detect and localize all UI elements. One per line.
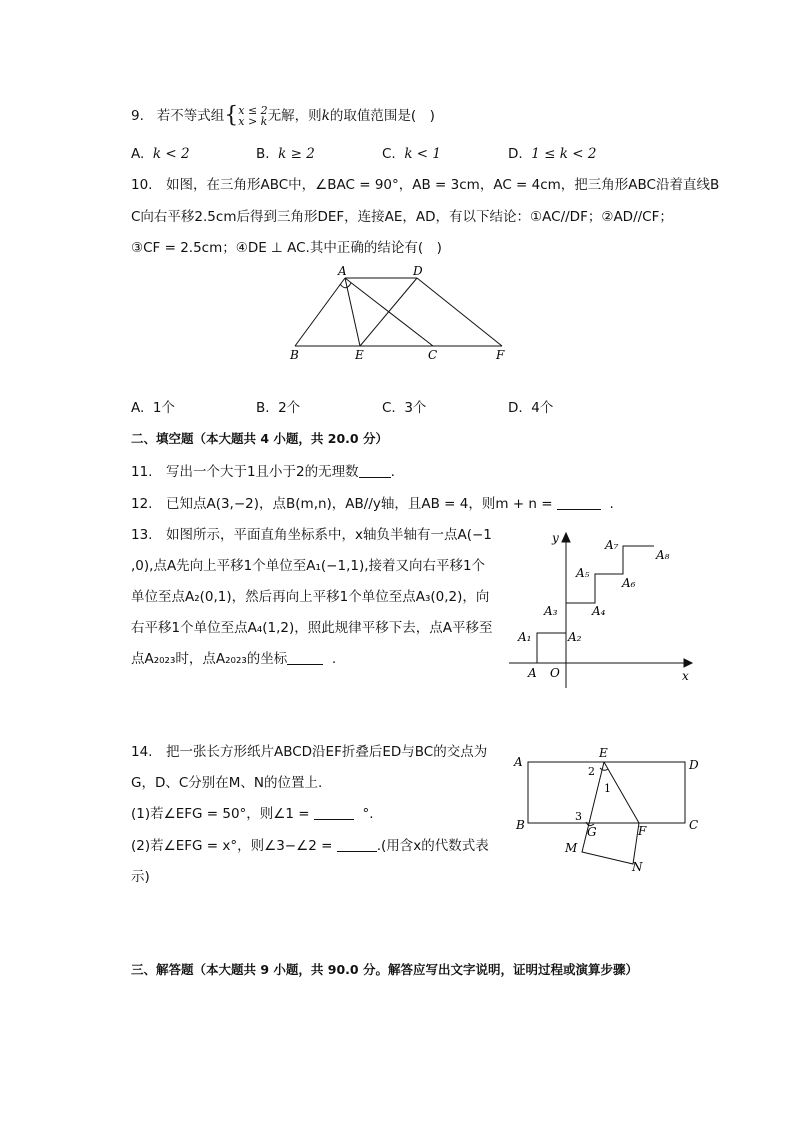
label-angle-1: 1 <box>604 782 611 795</box>
label-e: E <box>599 746 608 760</box>
label-y: y <box>552 531 559 545</box>
q10-option-b: B. 2个 <box>256 400 301 416</box>
label-a3: A₃ <box>544 604 558 618</box>
q13-line-2: ,0),点A先向上平移1个单位至A₁(−1,1),接着又向右平移1个 <box>131 558 486 574</box>
label-e: E <box>355 348 364 362</box>
q12-stem: 12. 已知点A(3,−2)，点B(m,n)，AB//y轴，且AB = 4，则m + n = . <box>131 496 614 512</box>
q9-option-a: A. k < 2 <box>131 146 190 162</box>
q14-part1-blank[interactable] <box>314 805 354 820</box>
segment-df <box>417 278 502 346</box>
q9-text-after: 无解，则 <box>267 108 322 124</box>
q14-line-4: (2)若∠EFG = x°，则∠3−∠2 = .(用含x的代数式表 <box>131 838 489 854</box>
angle-arc-2 <box>600 768 608 770</box>
q10-line-3: ③CF = 2.5cm；④DE ⊥ AC.其中正确的结论有( ) <box>131 240 442 256</box>
label-d: D <box>413 264 423 278</box>
q14-line-3: (1)若∠EFG = 50°，则∠1 = °. <box>131 806 374 822</box>
q9-text-before: 若不等式组 <box>156 108 225 124</box>
section-3-heading: 三、解答题（本大题共 9 小题，共 90.0 分。解答应写出文字说明，证明过程或演算步骤） <box>131 962 638 977</box>
inequality-1: x ≤ 2 <box>238 104 268 117</box>
label-a4: A₄ <box>592 604 606 618</box>
label-f: F <box>638 824 647 838</box>
q9-var: k <box>321 108 330 124</box>
q14-part2-blank[interactable] <box>337 837 377 852</box>
label-n: N <box>632 860 643 874</box>
label-b: B <box>290 348 299 362</box>
system-brace: { <box>224 103 239 128</box>
label-a: A <box>514 755 523 769</box>
label-a8: A₈ <box>656 548 670 562</box>
q12-answer-blank[interactable] <box>557 495 601 510</box>
label-a7: A₇ <box>605 538 619 552</box>
q14-line-5: 示) <box>131 869 150 885</box>
label-o: O <box>550 666 560 680</box>
right-angle-mark <box>340 283 351 288</box>
label-a1: A₁ <box>518 630 532 644</box>
segment-ab <box>295 278 345 346</box>
q14-line-2: G，D、C分别在M、N的位置上. <box>131 775 323 791</box>
q13-coordinate-figure <box>504 528 694 688</box>
q9-option-d: D. 1 ≤ k < 2 <box>508 146 597 162</box>
q9-option-b: B. k ≥ 2 <box>256 146 315 162</box>
label-g: G <box>587 825 597 839</box>
q10-option-a: A. 1个 <box>131 400 175 416</box>
label-a: A <box>528 666 537 680</box>
label-angle-3: 3 <box>575 810 582 823</box>
inequality-system <box>238 105 267 127</box>
q9-text-end: 的取值范围是( ) <box>329 108 435 124</box>
q13-line-3: 单位至点A₂(0,1)，然后再向上平移1个单位至点A₃(0,2)，向 <box>131 589 490 605</box>
label-c: C <box>428 348 438 362</box>
label-c: C <box>689 818 699 832</box>
label-angle-2: 2 <box>588 765 595 778</box>
q10-figure <box>280 262 520 362</box>
q11-answer-blank[interactable] <box>359 463 391 478</box>
q10-line-1: 10. 如图，在三角形ABC中，∠BAC = 90°，AB = 3cm，AC = 4cm，把三角形ABC沿着直线B <box>131 177 720 193</box>
q14-line-1: 14. 把一张长方形纸片ABCD沿EF折叠后ED与BC的交点为 <box>131 744 488 760</box>
q9-number: 9. <box>131 108 144 124</box>
q13-line-5: 点A₂₀₂₃时，点A₂₀₂₃的坐标 . <box>131 651 337 667</box>
y-axis-arrow <box>562 533 570 542</box>
label-d: D <box>689 758 699 772</box>
label-a2: A₂ <box>568 630 582 644</box>
label-a6: A₆ <box>622 576 636 590</box>
q14-fold-figure <box>508 740 708 880</box>
inequality-2: x > k <box>238 115 268 128</box>
segment-de <box>360 278 417 346</box>
q13-line-1: 13. 如图所示，平面直角坐标系中，x轴负半轴有一点A(−1 <box>131 527 492 543</box>
q9-option-c: C. k < 1 <box>382 146 441 162</box>
q9-stem <box>131 105 435 127</box>
q10-option-c: C. 3个 <box>382 400 427 416</box>
label-x: x <box>682 669 689 683</box>
label-m: M <box>565 841 578 855</box>
label-a5: A₅ <box>576 566 590 580</box>
x-axis-arrow <box>684 659 692 667</box>
section-2-heading: 二、填空题（本大题共 4 小题，共 20.0 分） <box>131 431 388 446</box>
q13-line-4: 右平移1个单位至点A₄(1,2)，照此规律平移下去，点A平移至 <box>131 620 493 636</box>
label-f: F <box>496 348 505 362</box>
q10-option-d: D. 4个 <box>508 400 554 416</box>
q10-line-2: C向右平移2.5cm后得到三角形DEF，连接AE，AD，有以下结论：①AC//DF；②AD//CF； <box>131 209 673 225</box>
label-a: A <box>338 264 347 278</box>
q11-stem: 11. 写出一个大于1且小于2的无理数 . <box>131 464 395 480</box>
label-b: B <box>516 818 525 832</box>
q13-answer-blank[interactable] <box>287 650 323 665</box>
